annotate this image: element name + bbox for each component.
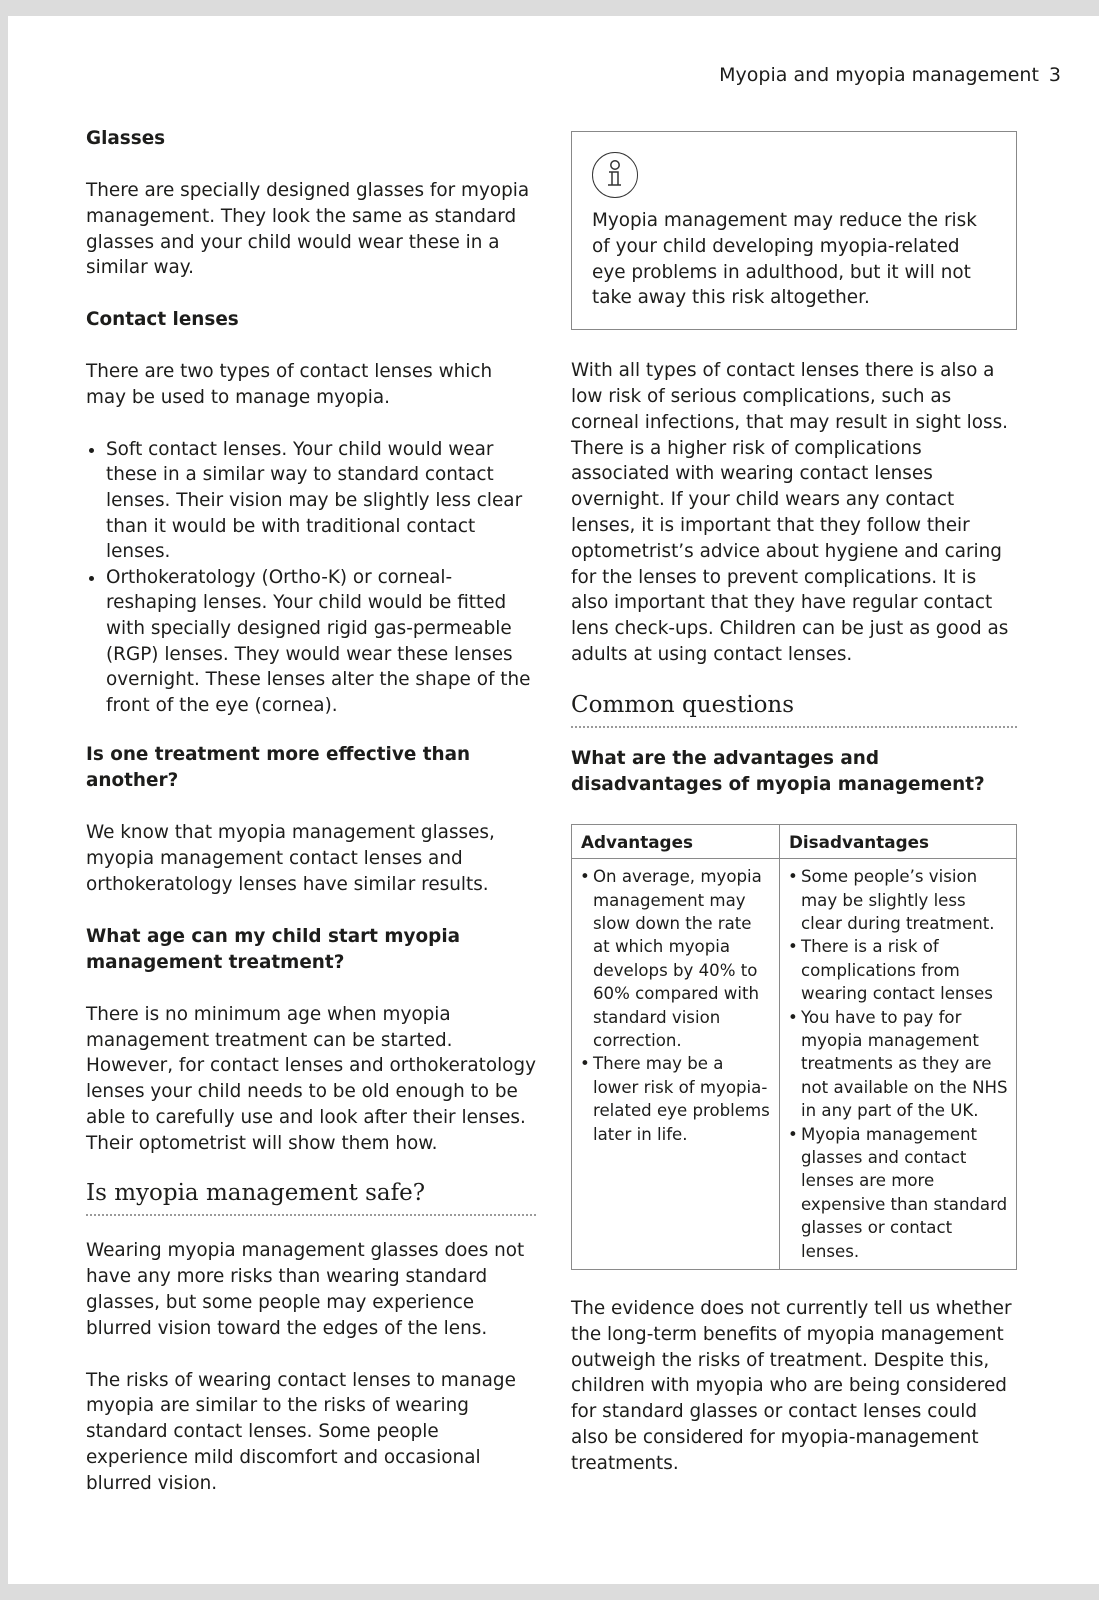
list-item: • There is a risk of complications from wearing contact lenses: [801, 935, 1008, 1005]
left-column: [86, 126, 536, 1497]
advantages-column-header: Advantages: [572, 824, 780, 858]
glasses-text: There are specially designed glasses for myopia management. They look the same as standard glasses and your child would wear these in a similar way.: [86, 180, 530, 279]
evidence-text: The evidence does not currently tell us whether the long-term benefits of myopia management outweigh the risks of treatment. Despite this, children with myopia who are being considered for standard glasses or contact lenses could also be considered for myopia-management treatments.: [571, 1298, 1012, 1474]
age-text: There is no minimum age when myopia management treatment can be started. However, for contact lenses and orthokeratology lenses your child needs to be old enough to be able to carefully use and look after their lenses. Their optometrist will show them how.: [86, 1003, 536, 1154]
contact-lenses-text: There are two types of contact lenses which may be used to manage myopia.: [86, 361, 493, 408]
info-callout-text: Myopia management may reduce the risk of your child developing myopia-related eye problems in adulthood, but it will not take away this risk altogether.: [592, 210, 977, 309]
advantages-disadvantages-table: [571, 824, 1017, 1270]
advantages-heading: What are the advantages and disadvantages of myopia management?: [571, 747, 985, 795]
safety-section-heading: Is myopia management safe?: [86, 1178, 536, 1216]
effectiveness-heading: Is one treatment more effective than another?: [86, 744, 471, 792]
list-item: • You have to pay for myopia management treatments as they are not available on the NHS in any part of the UK.: [801, 1006, 1008, 1123]
info-callout-box: [571, 131, 1017, 330]
page-number: 3: [1048, 64, 1061, 86]
list-item: • Some people’s vision may be slightly less clear during treatment.: [801, 865, 1008, 935]
effectiveness-text: We know that myopia management glasses, myopia management contact lenses and orthokeratology lenses have similar results.: [86, 822, 495, 895]
table-row: [572, 859, 1017, 1270]
right-column: [571, 131, 1017, 1477]
contact-lens-types-list: [86, 437, 536, 719]
glasses-heading: Glasses: [86, 128, 166, 149]
document-page: [8, 16, 1099, 1584]
table-header-row: [572, 824, 1017, 858]
list-item: • Myopia management glasses and contact lenses are more expensive than standard glasses or contact lenses.: [801, 1123, 1008, 1263]
disadvantages-column-header: Disadvantages: [780, 824, 1017, 858]
disadvantages-cell: [780, 859, 1017, 1270]
running-header: [719, 64, 1061, 86]
list-item: • On average, myopia management may slow down the rate at which myopia develops by 40% to 60% compared with standard vision correction.: [593, 865, 771, 1052]
advantages-cell: [572, 859, 780, 1270]
running-title: Myopia and myopia management: [719, 64, 1039, 86]
age-heading: What age can my child start myopia management treatment?: [86, 925, 461, 973]
list-item: • Orthokeratology (Ortho-K) or corneal-reshaping lenses. Your child would be fitted with specially designed rigid gas-permeable (RGP) lenses. They would wear these lenses overnight. These lenses alter the shape of the front of the eye (cornea).: [106, 565, 536, 719]
safety-text-glasses: Wearing myopia management glasses does not have any more risks than wearing standard glasses, but some people may experience blurred vision toward the edges of the lens.: [86, 1240, 525, 1339]
safety-text-contacts: The risks of wearing contact lenses to manage myopia are similar to the risks of wearing standard contact lenses. Some people experience mild discomfort and occasional blurred vision.: [86, 1369, 516, 1494]
contact-lens-risk-text: With all types of contact lenses there is also a low risk of serious complications, such as corneal infections, that may result in sight loss. There is a higher risk of complications associated with wearing contact lenses overnight. If your child wears any contact lenses, it is important that they follow their optometrist’s advice about hygiene and caring for the lenses to prevent complications. It is also important that they have regular contact lens check-ups. Children can be just as good as adults at using contact lenses.: [571, 360, 1009, 665]
list-item: • Soft contact lenses. Your child would wear these in a similar way to standard contact lenses. Their vision may be slightly less clear than it would be with traditional contact lenses.: [106, 437, 536, 565]
list-item: • There may be a lower risk of myopia-related eye problems later in life.: [593, 1052, 771, 1146]
common-questions-heading: Common questions: [571, 690, 1017, 728]
info-icon: [592, 152, 638, 198]
contact-lenses-heading: Contact lenses: [86, 309, 239, 331]
